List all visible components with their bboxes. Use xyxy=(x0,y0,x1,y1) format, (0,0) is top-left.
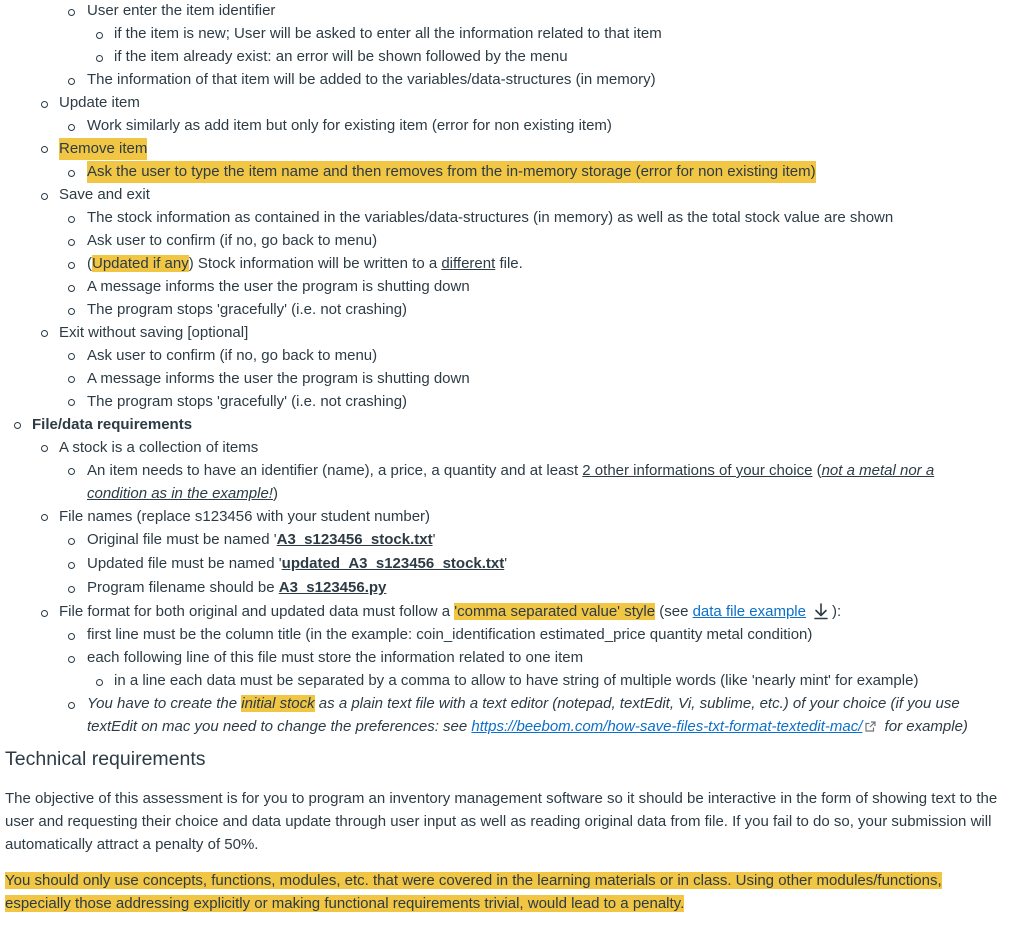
list-item: The program stops 'gracefully' (i.e. not crashing) xyxy=(87,301,408,318)
penalty-paragraph: You should only use concepts, functions, modules, etc. that were covered in the learning materials or in class. Using other modules/functions, especially those addressing explicitly or making functional requirements trivial, would lead to a penalty. xyxy=(5,872,942,912)
highlight: initial stock xyxy=(241,695,315,712)
bullet-icon xyxy=(68,633,75,640)
list-item: (Updated if any) Stock information will be written to a different file. xyxy=(87,255,523,272)
bullet-icon xyxy=(41,610,48,617)
bullet-icon xyxy=(68,399,75,406)
objective-paragraph: The objective of this assessment is for you to program an inventory management software so it should be interactive in the form of showing text to the user and requesting their choice and data update through user input as well as reading original data from file. If you fail to do so, your submission will automatically attract a penalty of 50%. xyxy=(5,790,998,853)
download-icon[interactable] xyxy=(812,602,830,627)
bullet-icon xyxy=(68,308,75,315)
bullet-icon xyxy=(68,262,75,269)
data-file-example-link[interactable]: data file example xyxy=(692,603,806,620)
highlight: Updated if any xyxy=(92,255,189,272)
list-item: Updated file must be named 'updated_A3_s123456_stock.txt' xyxy=(87,555,508,572)
list-item: The stock information as contained in the variables/data-structures (in memory) as well as the total stock value are shown xyxy=(87,209,894,226)
list-item: A message informs the user the program is shutting down xyxy=(87,370,470,387)
list-item: A stock is a collection of items xyxy=(59,439,259,456)
bullet-icon xyxy=(68,538,75,545)
bullet-icon xyxy=(68,9,75,16)
list-item: Update item xyxy=(59,94,140,111)
list-item: each following line of this file must store the information related to one item xyxy=(87,649,584,666)
list-item-continued: textEdit on mac you need to change the preferences: see https://beebom.com/how-save-files-txt-format-textedit-mac/ for example) xyxy=(87,716,968,738)
list-item: if the item is new; User will be asked to enter all the information related to that item xyxy=(114,25,662,42)
bullet-icon xyxy=(68,170,75,177)
section-heading: Technical requirements xyxy=(5,748,206,770)
bullet-icon xyxy=(96,679,103,686)
bullet-icon xyxy=(41,146,48,153)
list-item: Ask user to confirm (if no, go back to menu) xyxy=(87,347,378,364)
highlight: 'comma separated value' style xyxy=(454,603,656,620)
list-item: Program filename should be A3_s123456.py xyxy=(87,579,387,596)
bullet-icon xyxy=(41,445,48,452)
bullet-icon xyxy=(68,78,75,85)
bullet-icon xyxy=(68,376,75,383)
list-item: in a line each data must be separated by a comma to allow to have string of multiple words (like 'nearly mint' for example) xyxy=(114,672,919,689)
list-item: A message informs the user the program is shutting down xyxy=(87,278,470,295)
external-link-icon xyxy=(865,717,876,739)
beebom-link[interactable]: https://beebom.com/how-save-files-txt-format-textedit-mac/ xyxy=(471,718,863,735)
bullet-icon xyxy=(68,285,75,292)
bullet-icon xyxy=(41,193,48,200)
bullet-icon xyxy=(68,468,75,475)
list-item: The program stops 'gracefully' (i.e. not crashing) xyxy=(87,393,408,410)
bullet-icon xyxy=(41,330,48,337)
list-item: Ask the user to type the item name and then removes from the in-memory storage (error for non existing item) xyxy=(87,161,816,183)
bullet-icon xyxy=(41,514,48,521)
list-item: An item needs to have an identifier (name), a price, a quantity and at least 2 other informations of your choice (not a metal nor a xyxy=(87,462,935,479)
bullet-icon xyxy=(68,586,75,593)
bullet-icon xyxy=(96,55,103,62)
bullet-icon xyxy=(68,239,75,246)
list-item: User enter the item identifier xyxy=(87,2,276,19)
bullet-icon xyxy=(68,562,75,569)
list-item: File names (replace s123456 with your student number) xyxy=(59,508,431,525)
list-item: Work similarly as add item but only for existing item (error for non existing item) xyxy=(87,117,612,134)
list-item: first line must be the column title (in the example: coin_identification estimated_price quantity metal condition) xyxy=(87,626,813,643)
list-item: Exit without saving [optional] xyxy=(59,324,249,341)
bullet-icon xyxy=(68,124,75,131)
bullet-icon xyxy=(96,32,103,39)
list-item: Save and exit xyxy=(59,186,150,203)
bullet-icon xyxy=(68,353,75,360)
bullet-icon xyxy=(41,101,48,108)
bullet-icon xyxy=(68,702,75,709)
list-item: Remove item xyxy=(59,138,147,160)
bullet-icon xyxy=(14,422,21,429)
list-item: Original file must be named 'A3_s123456_stock.txt' xyxy=(87,531,436,548)
list-item: File format for both original and updated data must follow a 'comma separated value' style (see data file example ): xyxy=(59,601,841,623)
list-item: The information of that item will be added to the variables/data-structures (in memory) xyxy=(87,71,656,88)
list-item: You have to create the initial stock as a plain text file with a text editor (notepad, textEdit, Vi, sublime, etc.) of your choice (if you use xyxy=(87,695,960,712)
list-item-continued: condition as in the example!) xyxy=(87,485,278,502)
list-item: Ask user to confirm (if no, go back to menu) xyxy=(87,232,378,249)
bullet-icon xyxy=(68,216,75,223)
list-item: if the item already exist: an error will be shown followed by the menu xyxy=(114,48,568,65)
bullet-icon xyxy=(68,656,75,663)
section-title: File/data requirements xyxy=(32,416,193,433)
